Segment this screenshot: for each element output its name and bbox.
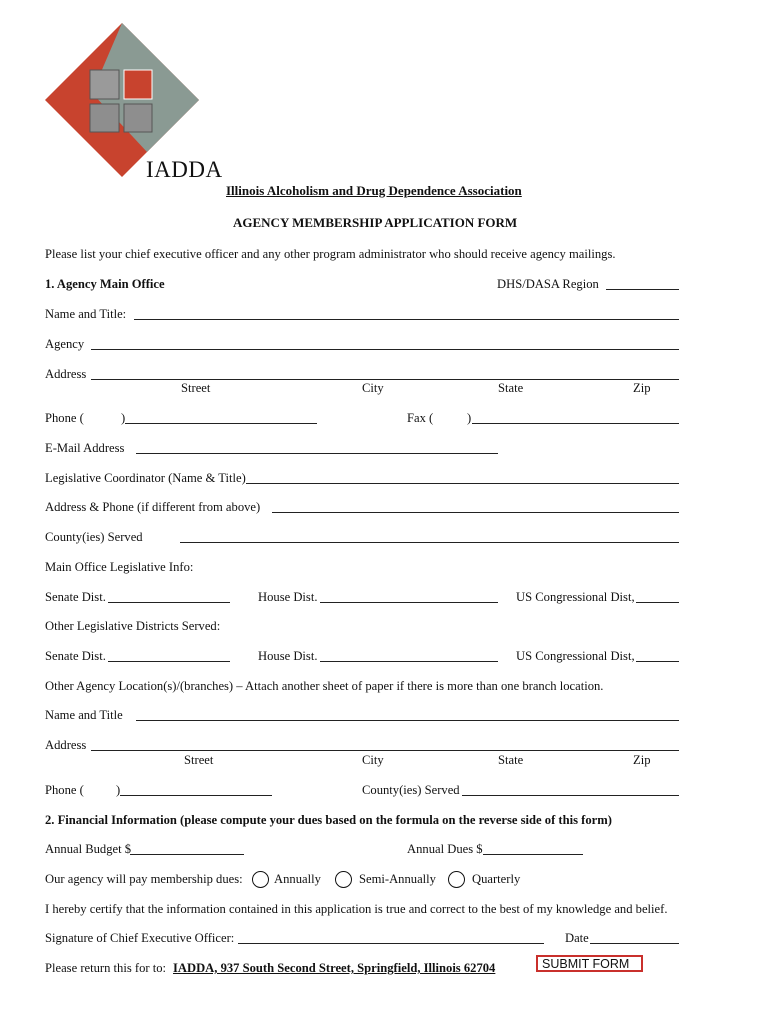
email-label: E-Mail Address — [45, 441, 125, 455]
leg-coord-label: Legislative Coordinator (Name & Title) — [45, 471, 246, 485]
section2-heading: 2. Financial Information (please compute your dues based on the formula on the reverse side of this form) — [45, 813, 612, 827]
house-label-2: House Dist. — [258, 649, 318, 663]
us-congress-field-2[interactable] — [636, 661, 679, 662]
county-label: County(ies) Served — [45, 530, 143, 544]
fax-close-paren: ) — [467, 411, 472, 425]
branch-street-caption: Street — [184, 753, 214, 767]
certify-text: I hereby certify that the information contained in this application is true and correct to the best of my knowledge and belief. — [45, 902, 668, 916]
branch-county-label: County(ies) Served — [362, 783, 460, 797]
address-field[interactable] — [91, 379, 679, 380]
us-congress-field[interactable] — [636, 602, 679, 603]
addr-phone-label: Address & Phone (if different from above) — [45, 500, 261, 514]
agency-label: Agency — [45, 337, 85, 351]
return-label: Please return this for to: — [45, 961, 167, 975]
radio-quarterly[interactable] — [448, 871, 465, 888]
house-label: House Dist. — [258, 590, 318, 604]
budget-field[interactable] — [130, 854, 244, 855]
branch-zip-caption: Zip — [633, 753, 651, 767]
leg-coord-field[interactable] — [246, 483, 679, 484]
quarterly-label: Quarterly — [472, 872, 521, 886]
phone-field[interactable] — [125, 423, 317, 424]
fax-label: Fax ( — [407, 411, 434, 425]
branch-phone-close-paren: ) — [116, 783, 121, 797]
senate-label: Senate Dist. — [45, 590, 106, 604]
submit-form-button[interactable]: SUBMIT FORM — [536, 955, 643, 972]
phone-close-paren: ) — [121, 411, 126, 425]
address-label: Address — [45, 367, 87, 381]
name-title-field[interactable] — [134, 319, 679, 320]
branch-phone-field[interactable] — [120, 795, 272, 796]
branch-city-caption: City — [362, 753, 384, 767]
name-title-label: Name and Title: — [45, 307, 127, 321]
zip-caption: Zip — [633, 381, 651, 395]
main-leg-info-label: Main Office Legislative Info: — [45, 560, 194, 574]
date-field[interactable] — [590, 943, 679, 944]
addr-phone-field[interactable] — [272, 512, 679, 513]
intro-text: Please list your chief executive officer and any other program administrator who should receive agency mailings. — [45, 247, 616, 261]
fax-field[interactable] — [472, 423, 679, 424]
signature-field[interactable] — [238, 943, 544, 944]
other-leg-label: Other Legislative Districts Served: — [45, 619, 221, 633]
house-field[interactable] — [320, 602, 498, 603]
branch-name-field[interactable] — [136, 720, 679, 721]
semi-annually-label: Semi-Annually — [359, 872, 436, 886]
region-label: DHS/DASA Region — [497, 277, 599, 291]
house-field-2[interactable] — [320, 661, 498, 662]
dues-field[interactable] — [483, 854, 583, 855]
senate-label-2: Senate Dist. — [45, 649, 106, 663]
branch-county-field[interactable] — [462, 795, 679, 796]
street-caption: Street — [181, 381, 211, 395]
branch-address-field[interactable] — [91, 750, 679, 751]
budget-label: Annual Budget $ — [45, 842, 132, 856]
us-congress-label-2: US Congressional Dist, — [516, 649, 635, 663]
dues-label: Annual Dues $ — [407, 842, 483, 856]
date-label: Date — [565, 931, 589, 945]
senate-field-2[interactable] — [108, 661, 230, 662]
section1-heading: 1. Agency Main Office — [45, 277, 165, 291]
region-field[interactable] — [606, 289, 679, 290]
logo-text: IADDA — [146, 157, 223, 182]
agency-field[interactable] — [91, 349, 679, 350]
state-caption: State — [498, 381, 524, 395]
signature-label: Signature of Chief Executive Officer: — [45, 931, 235, 945]
pay-label: Our agency will pay membership dues: — [45, 872, 243, 886]
branch-phone-label: Phone ( — [45, 783, 84, 797]
radio-annually[interactable] — [252, 871, 269, 888]
return-address: IADDA, 937 South Second Street, Springfield, Illinois 62704 — [173, 961, 496, 975]
phone-label: Phone ( — [45, 411, 84, 425]
radio-semi-annually[interactable] — [335, 871, 352, 888]
annually-label: Annually — [274, 872, 321, 886]
association-name: Illinois Alcoholism and Drug Dependence Association — [226, 183, 522, 198]
branch-address-label: Address — [45, 738, 87, 752]
email-field[interactable] — [136, 453, 498, 454]
county-field[interactable] — [180, 542, 679, 543]
senate-field[interactable] — [108, 602, 230, 603]
branch-state-caption: State — [498, 753, 524, 767]
other-locations-label: Other Agency Location(s)/(branches) – Attach another sheet of paper if there is more than one branch location. — [45, 679, 604, 693]
form-title: AGENCY MEMBERSHIP APPLICATION FORM — [233, 215, 518, 230]
us-congress-label: US Congressional Dist, — [516, 590, 635, 604]
branch-name-label: Name and Title — [45, 708, 123, 722]
city-caption: City — [362, 381, 384, 395]
